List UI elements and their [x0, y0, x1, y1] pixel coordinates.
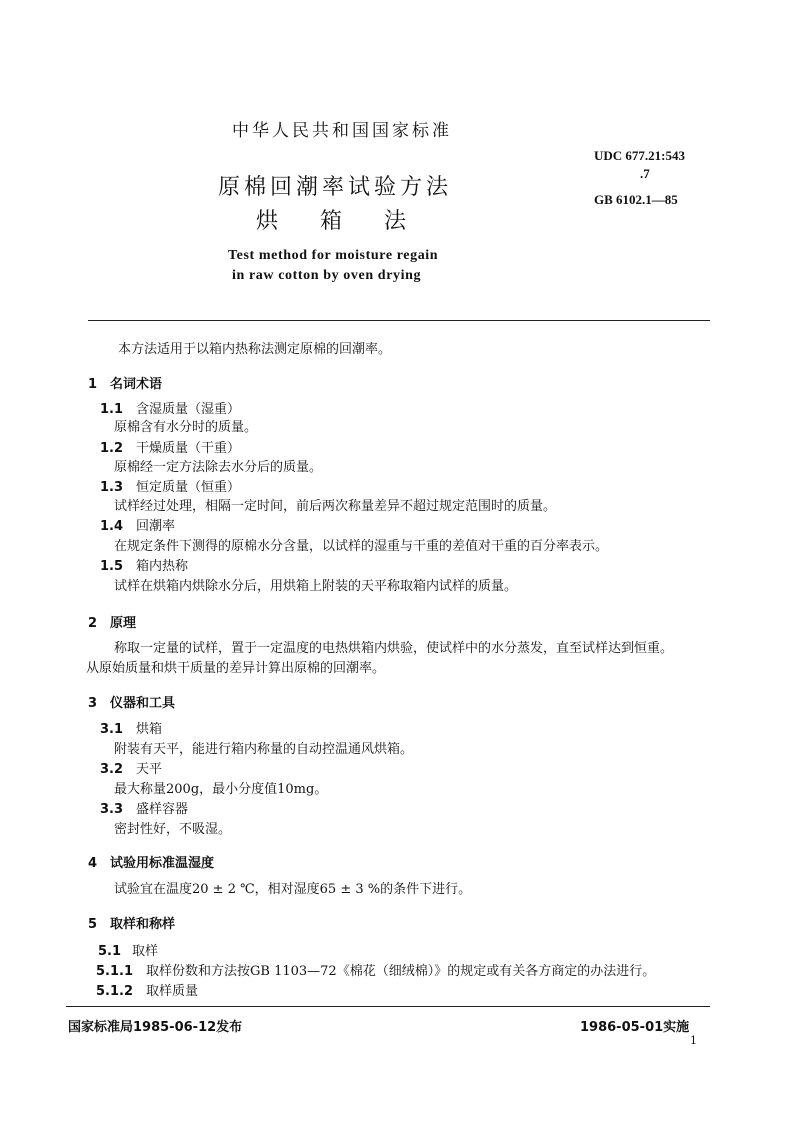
- clause-1-5-definition: 试样在烘箱内烘除水分后，用烘箱上附装的天平称取箱内试样的质量。: [114, 579, 518, 594]
- effective-date: 1986-05-01实施: [580, 1020, 690, 1035]
- clause-3-2-definition: 最大称量200g，最小分度值10mg。: [114, 782, 328, 797]
- clause-term: 含湿质量（湿重）: [136, 402, 241, 417]
- section-number: 1: [88, 377, 98, 392]
- clause-number: 1.4: [100, 519, 124, 534]
- clause-1-3-definition: 试样经过处理，相隔一定时间，前后两次称量差异不超过规定范围时的质量。: [114, 499, 557, 514]
- principle-line2: 从原始质量和烘干质量的差异计算出原棉的回潮率。: [86, 661, 386, 676]
- clause-5-1: [98, 944, 158, 960]
- header-divider: [88, 320, 710, 321]
- section-title: 取样和称样: [110, 917, 176, 932]
- section-number: 3: [88, 696, 98, 711]
- clause-term: 盛样容器: [136, 802, 189, 817]
- clause-3-1-definition: 附装有天平，能进行箱内称量的自动控温通风烘箱。: [114, 742, 414, 757]
- clause-1-4: [100, 519, 175, 535]
- clause-3-3: [100, 802, 188, 818]
- section-title: 名词术语: [110, 377, 163, 392]
- clause-number: 1.1: [100, 402, 124, 417]
- section-3-heading: [88, 692, 175, 711]
- clause-number: 5.1: [98, 944, 122, 959]
- principle-line1: 称取一定量的试样，置于一定温度的电热烘箱内烘验，使试样中的水分蒸发，直至试样达到恒重。: [114, 641, 674, 656]
- clause-term: 取样: [132, 944, 159, 959]
- clause-text: 取样质量: [146, 984, 199, 999]
- clause-5-1-1: [96, 964, 655, 980]
- section-4-heading: [88, 852, 214, 871]
- clause-5-1-2: [96, 984, 198, 1000]
- clause-term: 回潮率: [136, 519, 176, 534]
- clause-1-1-definition: 原棉含有水分时的质量。: [114, 420, 258, 435]
- section-number: 4: [88, 856, 98, 871]
- clause-3-2: [100, 762, 162, 778]
- section-title: 试验用标准温湿度: [110, 856, 215, 871]
- clause-term: 天平: [136, 762, 163, 777]
- section-number: 2: [88, 616, 98, 631]
- clause-text: 取样份数和方法按GB 1103—72《棉花（细绒棉）》的规定或有关各方商定的办法进行。: [146, 964, 656, 979]
- udc-code-continued: .7: [640, 166, 650, 181]
- clause-number: 1.3: [100, 480, 124, 495]
- section-title: 仪器和工具: [110, 696, 176, 711]
- english-title-line1: Test method for moisture regain: [228, 248, 439, 263]
- clause-number: 3.2: [100, 762, 124, 777]
- document-subtitle: 烘箱法: [256, 209, 449, 234]
- clause-number: 3.1: [100, 722, 124, 737]
- standard-type-heading: 中华人民共和国国家标准: [232, 121, 452, 141]
- clause-1-4-definition: 在规定条件下测得的原棉水分含量，以试样的湿重与干重的差值对干重的百分率表示。: [114, 539, 609, 554]
- section-number: 5: [88, 917, 98, 932]
- clause-1-2: [100, 441, 240, 457]
- clause-1-5: [100, 559, 188, 575]
- clause-3-1: [100, 722, 162, 738]
- issue-date: 国家标准局1985-06-12发布: [68, 1020, 243, 1035]
- section-1-heading: [88, 373, 162, 392]
- clause-term: 干燥质量（干重）: [136, 441, 241, 456]
- page-number: 1: [690, 1034, 697, 1047]
- clause-number: 3.3: [100, 802, 124, 817]
- clause-1-3: [100, 480, 240, 496]
- gb-code: GB 6102.1—85: [594, 192, 678, 207]
- section-title: 原理: [110, 616, 137, 631]
- clause-term: 恒定质量（恒重）: [136, 480, 241, 495]
- english-title-line2: in raw cotton by oven drying: [232, 268, 422, 283]
- scope-paragraph: 本方法适用于以箱内热称法测定原棉的回潮率。: [118, 342, 392, 357]
- clause-3-3-definition: 密封性好，不吸湿。: [114, 822, 232, 837]
- clause-number: 5.1.1: [96, 964, 134, 979]
- clause-number: 5.1.2: [96, 984, 134, 999]
- section-2-heading: [88, 612, 136, 631]
- udc-code: UDC 677.21:543: [594, 148, 685, 163]
- clause-term: 烘箱: [136, 722, 163, 737]
- section-5-heading: [88, 913, 175, 932]
- clause-term: 箱内热称: [136, 559, 189, 574]
- clause-1-2-definition: 原棉经一定方法除去水分后的质量。: [114, 460, 323, 475]
- clause-number: 1.2: [100, 441, 124, 456]
- footer-divider: [66, 1006, 710, 1007]
- document-title: 原棉回潮率试验方法: [218, 175, 453, 200]
- clause-1-1: [100, 402, 240, 418]
- clause-number: 1.5: [100, 559, 124, 574]
- test-conditions-paragraph: 试验宜在温度20 ± 2 ℃，相对湿度65 ± 3 %的条件下进行。: [114, 882, 472, 897]
